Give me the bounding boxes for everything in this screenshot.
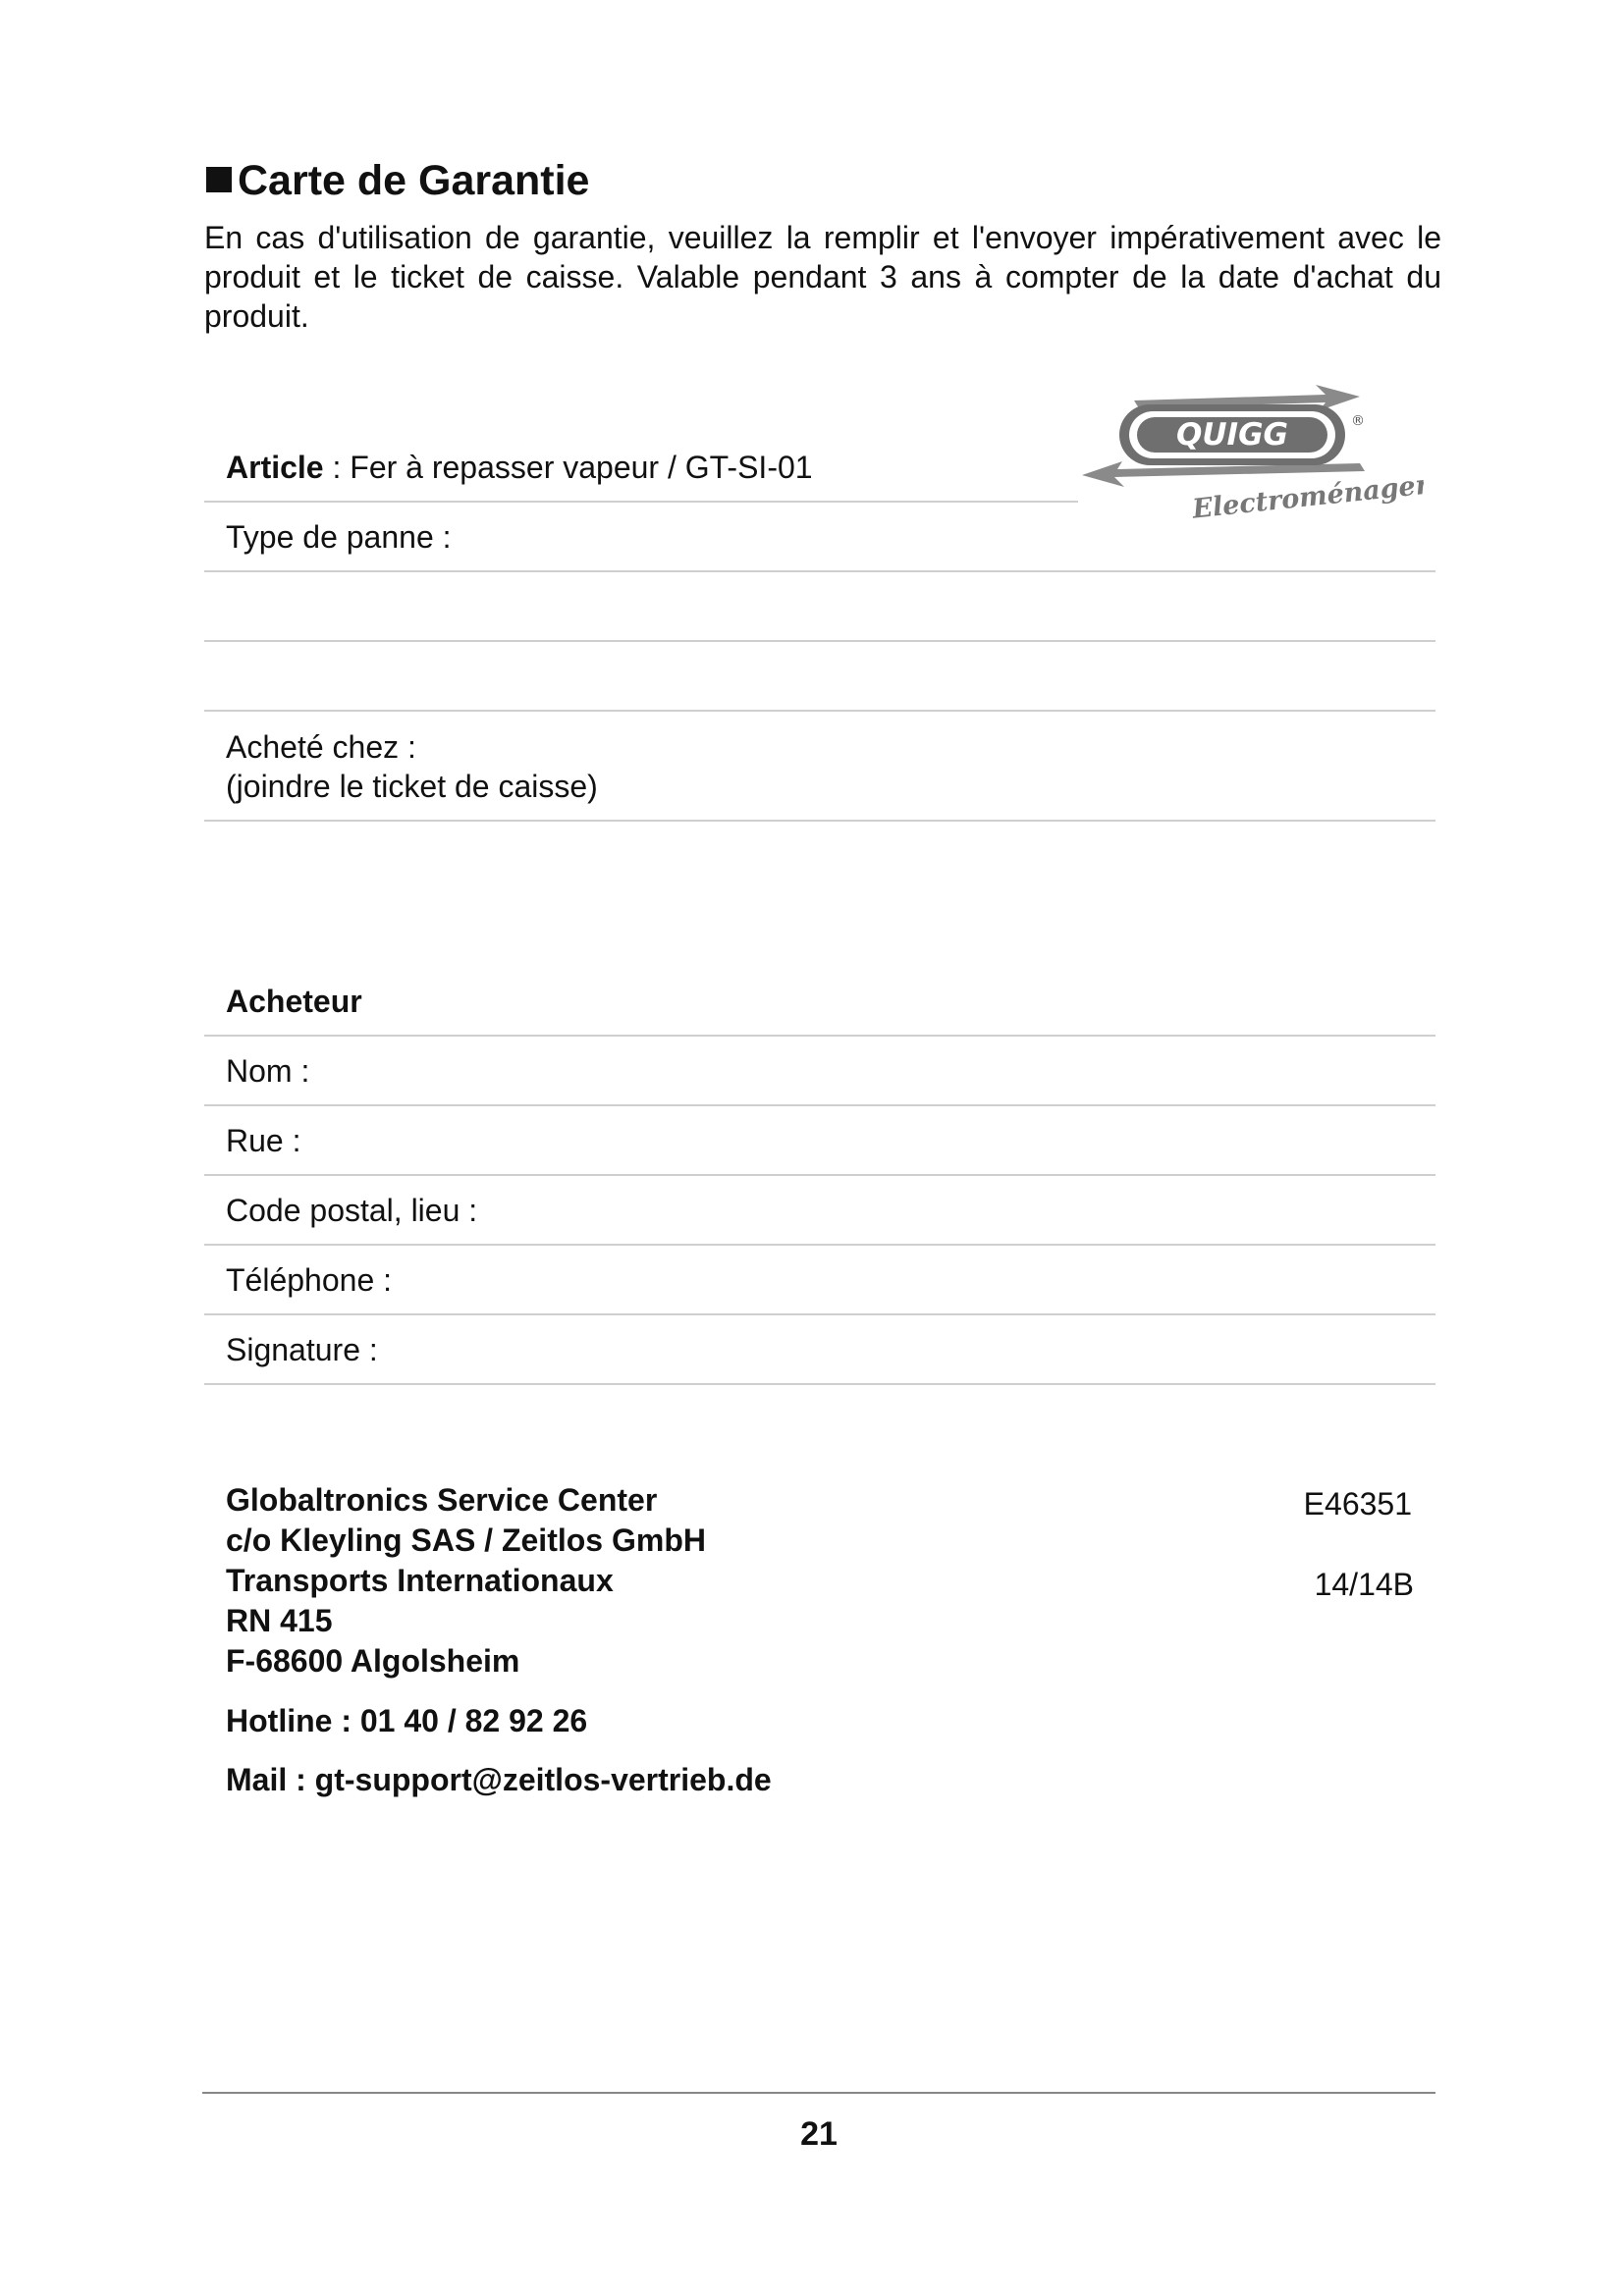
nom-row[interactable] — [204, 1037, 1435, 1106]
week-code: 14/14B — [1314, 1567, 1414, 1602]
hotline-text: Hotline : 01 40 / 82 92 26 — [226, 1703, 588, 1738]
signature-label: Signature : — [226, 1332, 378, 1367]
acheteur-row — [204, 962, 1435, 1037]
achete-note: (joindre le ticket de caisse) — [226, 769, 598, 804]
nom-label: Nom : — [226, 1053, 310, 1089]
address-line: Transports Internationaux — [226, 1563, 614, 1598]
telephone-label: Téléphone : — [226, 1262, 393, 1298]
logo-registered-mark: ® — [1351, 413, 1365, 429]
page-title — [206, 155, 589, 206]
page-number: 21 — [800, 2115, 838, 2153]
address-line: c/o Kleyling SAS / Zeitlos GmbH — [226, 1522, 706, 1558]
telephone-row[interactable] — [204, 1246, 1435, 1315]
rue-label: Rue : — [226, 1123, 301, 1158]
product-code: E46351 — [1303, 1486, 1412, 1522]
quigg-logo-icon — [1080, 381, 1424, 518]
logo-tagline-text: Electroménager — [1190, 469, 1424, 518]
article-line — [226, 448, 813, 487]
achete-row[interactable] — [204, 712, 1435, 822]
acheteur-heading: Acheteur — [226, 984, 362, 1019]
achete-label: Acheté chez : — [226, 729, 416, 765]
rue-row[interactable] — [204, 1106, 1435, 1176]
signature-row[interactable] — [204, 1315, 1435, 1385]
page-title-text: Carte de Garantie — [238, 157, 590, 204]
logo-brand-text: QUIGG — [1176, 417, 1288, 453]
address-line: RN 415 — [226, 1603, 333, 1638]
panne-blank-line-2[interactable] — [204, 642, 1435, 712]
service-address — [226, 1480, 706, 1682]
mail-text: Mail : gt-support@zeitlos-vertrieb.de — [226, 1762, 772, 1797]
square-bullet-icon — [206, 167, 232, 192]
panne-blank-line-1[interactable] — [204, 572, 1435, 642]
address-line: Globaltronics Service Center — [226, 1482, 658, 1518]
achete-labels — [226, 727, 598, 806]
panne-row[interactable] — [204, 503, 1435, 572]
article-label: Article — [226, 450, 324, 485]
code-postal-row[interactable] — [204, 1176, 1435, 1246]
panne-label: Type de panne : — [226, 519, 452, 555]
quigg-logo — [1080, 381, 1424, 518]
article-row — [204, 442, 1078, 503]
intro-paragraph: En cas d'utilisation de garantie, veuillez la remplir et l'envoyer impérativement avec le produit et le ticket de caisse. Valable pendant 3 ans à compter de la date d'achat du produit. — [204, 220, 1441, 334]
address-line: F-68600 Algolsheim — [226, 1643, 520, 1679]
article-value: : Fer à repasser vapeur / GT-SI-01 — [323, 450, 813, 485]
code-postal-label: Code postal, lieu : — [226, 1193, 478, 1228]
footer-divider — [202, 2092, 1435, 2094]
